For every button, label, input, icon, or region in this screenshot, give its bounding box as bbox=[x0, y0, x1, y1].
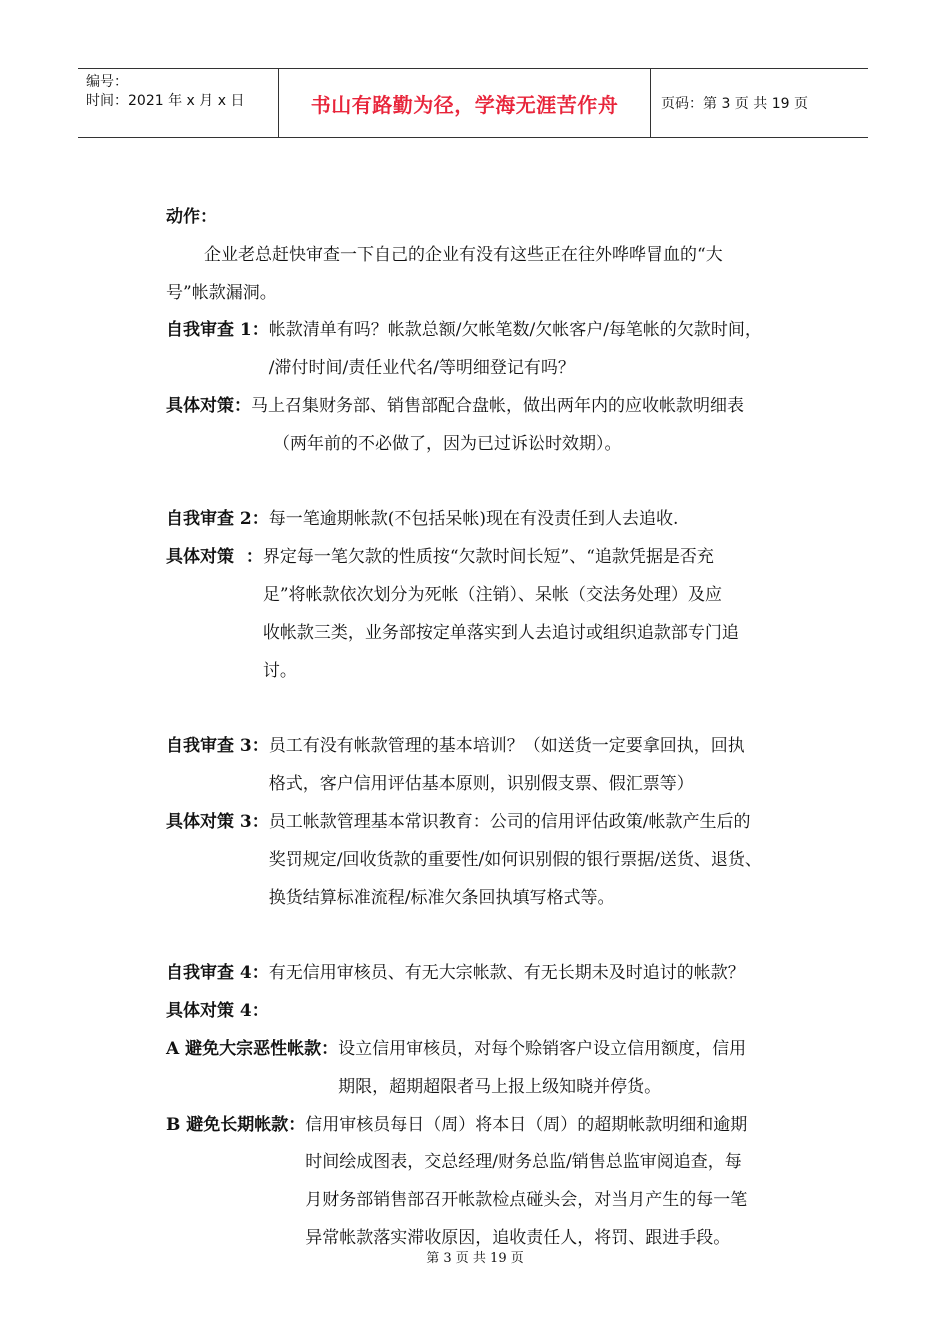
self-check-3-line-1: 员工有没有帐款管理的基本培训？（如送货一定要拿回执，回执 bbox=[268, 736, 745, 757]
header-meta bbox=[78, 69, 279, 137]
self-check-3 bbox=[166, 727, 826, 803]
self-check-3-line-2: 格式，客户信用评估基本原则，识别假支票、假汇票等） bbox=[268, 774, 694, 795]
self-check-2-label: 自我审查 2： bbox=[166, 509, 269, 530]
intro-line-2: 号”帐款漏洞。 bbox=[166, 282, 277, 303]
page-footer: 第 3 页 共 19 页 bbox=[426, 1251, 524, 1266]
item-a-label: A 避免大宗恶性帐款： bbox=[166, 1038, 339, 1059]
countermeasure-2-line-1: 界定每一笔欠款的性质按“欠款时间长短”、“追款凭据是否充 bbox=[262, 547, 714, 568]
document-date: 时间：2021 年 x 月 x 日 bbox=[86, 93, 245, 109]
action-heading: 动作： bbox=[166, 207, 217, 227]
item-b bbox=[166, 1106, 826, 1257]
self-check-2-line-1: 每一笔逾期帐款(不包括呆帐)现在有没责任到人去追收. bbox=[268, 509, 679, 530]
page-header bbox=[78, 68, 868, 138]
self-check-1-label: 自我审查 1： bbox=[166, 320, 269, 341]
countermeasure-3-label: 具体对策 3： bbox=[166, 811, 269, 832]
countermeasure-2-line-4: 讨。 bbox=[262, 660, 297, 681]
self-check-1 bbox=[166, 311, 826, 387]
countermeasure-2-line-2: 足”将帐款依次划分为死帐（注销）、呆帐（交法务处理）及应 bbox=[262, 585, 723, 606]
self-check-3-label: 自我审查 3： bbox=[166, 736, 269, 757]
countermeasure-1-line-2: （两年前的不必做了，因为已过诉讼时效期）。 bbox=[273, 433, 622, 454]
self-check-2 bbox=[166, 500, 826, 538]
countermeasure-3-line-2: 奖罚规定/回收货款的重要性/如何识别假的银行票据/送货、退货、 bbox=[268, 849, 762, 870]
countermeasure-2-line-3: 收帐款三类，业务部按定单落实到人去追讨或组织追款部专门追 bbox=[262, 622, 739, 643]
item-a-line-2: 期限，超期超限者马上报上级知晓并停货。 bbox=[338, 1076, 662, 1097]
self-check-1-line-2: /滞付时间/责任业代名/等明细登记有吗？ bbox=[268, 358, 575, 379]
countermeasure-2-label: 具体对策 ： bbox=[166, 547, 263, 568]
document-body bbox=[166, 198, 826, 1257]
item-a bbox=[166, 1030, 826, 1106]
header-page-info: 页码：第 3 页 共 19 页 bbox=[661, 96, 808, 112]
self-check-4-label: 自我审查 4： bbox=[166, 963, 269, 984]
item-b-line-1: 信用审核员每日（周）将本日（周）的超期帐款明细和逾期 bbox=[305, 1114, 748, 1135]
self-check-4 bbox=[166, 954, 826, 992]
countermeasure-3 bbox=[166, 803, 826, 916]
countermeasure-1 bbox=[166, 387, 826, 463]
countermeasure-3-line-3: 换货结算标准流程/标准欠条回执填写格式等。 bbox=[268, 887, 615, 908]
item-b-label: B 避免长期帐款： bbox=[166, 1114, 306, 1135]
document-number-label: 编号： bbox=[86, 74, 128, 90]
header-motto: 书山有路勤为径，学海无涯苦作舟 bbox=[310, 92, 619, 117]
header-motto-cell bbox=[279, 69, 651, 137]
intro-line-1: 企业老总赶快审查一下自己的企业有没有这些正在往外哗哗冒血的“大 bbox=[204, 244, 723, 265]
countermeasure-3-line-1: 员工帐款管理基本常识教育：公司的信用评估政策/帐款产生后的 bbox=[268, 811, 751, 832]
countermeasure-2 bbox=[166, 538, 826, 689]
countermeasure-4-label: 具体对策 4： bbox=[166, 1001, 269, 1022]
self-check-4-line-1: 有无信用审核员、有无大宗帐款、有无长期未及时追讨的帐款？ bbox=[268, 963, 745, 984]
item-a-line-1: 设立信用审核员，对每个赊销客户设立信用额度，信用 bbox=[338, 1038, 747, 1059]
item-b-line-2: 时间绘成图表，交总经理/财务总监/销售总监审阅追查，每 bbox=[305, 1152, 742, 1173]
self-check-1-line-1: 帐款清单有吗？帐款总额/欠帐笔数/欠帐客户/每笔帐的欠款时间， bbox=[268, 320, 762, 341]
item-b-line-4: 异常帐款落实滞收原因，追收责任人，将罚、跟进手段。 bbox=[305, 1227, 731, 1248]
item-b-line-3: 月财务部销售部召开帐款检点碰头会，对当月产生的每一笔 bbox=[305, 1190, 748, 1211]
countermeasure-1-line-1: 马上召集财务部、销售部配合盘帐，做出两年内的应收帐款明细表 bbox=[251, 395, 744, 416]
countermeasure-1-label: 具体对策： bbox=[166, 395, 251, 416]
